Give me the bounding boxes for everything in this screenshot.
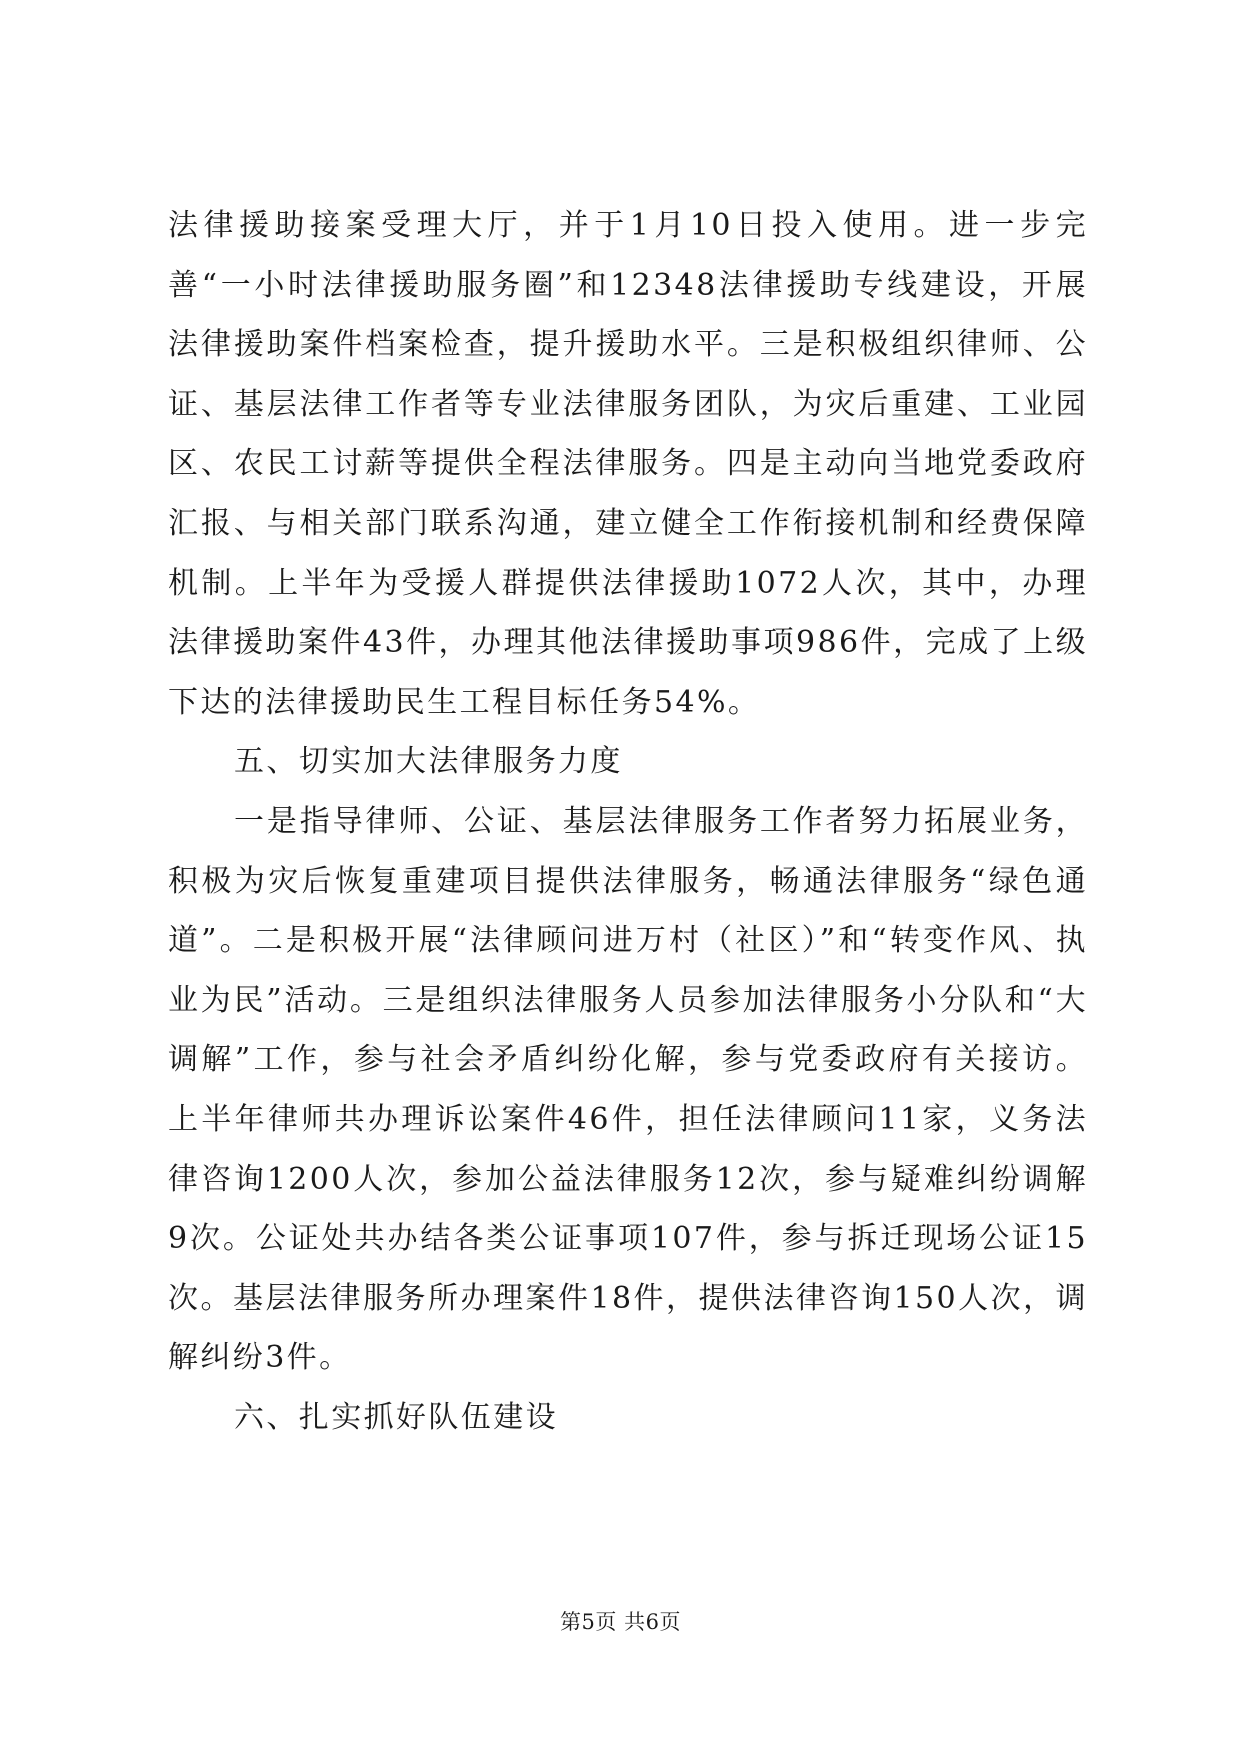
page-number-footer: 第5页 共6页 <box>560 1610 681 1634</box>
paragraph-legal-aid-continued: 法律援助接案受理大厅，并于1月10日投入使用。进一步完善“一小时法律援助服务圈”和12348法律援助专线建设，开展法律援助案件档案检查，提升援助水平。三是积极组织律师、公证、基层法律工作者等专业法律服务团队，为灾后重建、工业园区、农民工讨薪等提供全程法律服务。四是主动向当地党委政府汇报、与相关部门联系沟通，建立健全工作衔接机制和经费保障机制。上半年为受援人群提供法律援助1072人次，其中，办理法律援助案件43件，办理其他法律援助事项986件，完成了上级下达的法律援助民生工程目标任务54%。 <box>168 208 1088 720</box>
document-body <box>168 196 1088 1447</box>
section-heading-5: 五、切实加大法律服务力度 <box>234 744 623 780</box>
section-heading-6: 六、扎实抓好队伍建设 <box>234 1399 558 1435</box>
paragraph-legal-services: 一是指导律师、公证、基层法律服务工作者努力拓展业务，积极为灾后恢复重建项目提供法律服务，畅通法律服务“绿色通道”。二是积极开展“法律顾问进万村（社区）”和“转变作风、执业为民”活动。三是组织法律服务人员参加法律服务小分队和“大调解”工作，参与社会矛盾纠纷化解，参与党委政府有关接访。上半年律师共办理诉讼案件46件，担任法律顾问11家，义务法律咨询1200人次，参加公益法律服务12次，参与疑难纠纷调解9次。公证处共办结各类公证事项107件，参与拆迁现场公证15次。基层法律服务所办理案件18件，提供法律咨询150人次，调解纠纷3件。 <box>168 803 1088 1376</box>
